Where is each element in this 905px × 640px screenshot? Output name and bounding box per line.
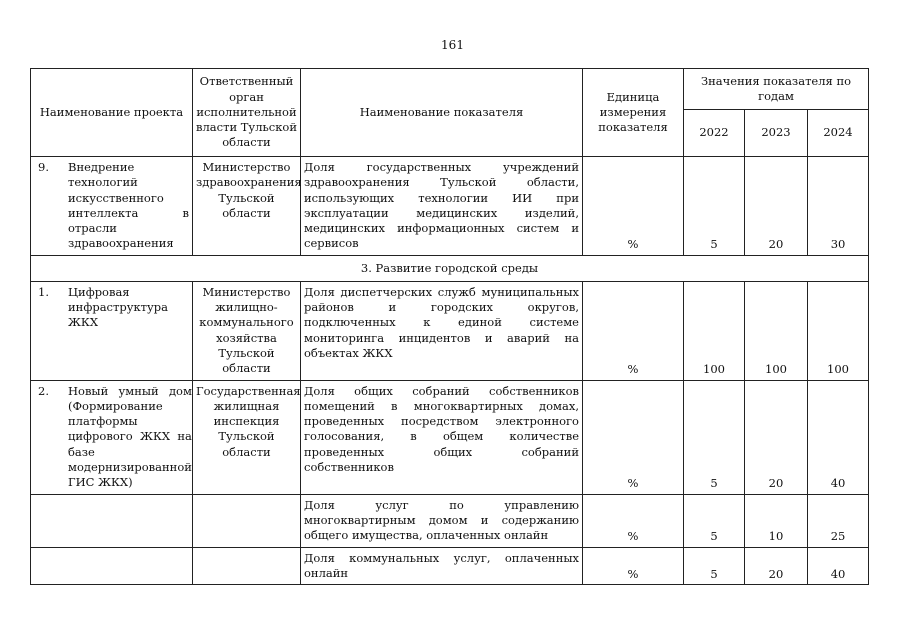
header-project: Наименование проекта	[31, 69, 193, 157]
indicator-cell: Доля диспетчерских служб муниципальных районов и городских округов, подключенных к единой системе мониторинга инцидентов и аварий на объектах ЖКХ	[301, 281, 583, 380]
indicator-cell: Доля общих собраний собственников помещений в многоквартирных домах, проведенных посредством электронного голосования, в общем количестве проведенных общих собраний собственников	[301, 380, 583, 494]
value-2024: 30	[808, 157, 869, 256]
value-2024: 100	[808, 281, 869, 380]
responsible-cell: Министерство здравоохранения Тульской области	[193, 157, 301, 256]
project-cell	[31, 380, 193, 494]
value-2022: 5	[684, 157, 745, 256]
value-2023: 10	[745, 494, 808, 547]
value-2022: 5	[684, 494, 745, 547]
responsible-cell	[193, 494, 301, 547]
unit-cell: %	[583, 281, 684, 380]
table-row	[31, 494, 869, 547]
header-indicator: Наименование показателя	[301, 69, 583, 157]
project-cell	[31, 494, 193, 547]
value-2023: 20	[745, 547, 808, 585]
row-number: 2.	[38, 383, 49, 398]
header-unit: Единица измерения показателя	[583, 69, 684, 157]
table-row	[31, 281, 869, 380]
unit-cell: %	[583, 157, 684, 256]
header-year-2024: 2024	[808, 110, 869, 157]
project-cell	[31, 157, 193, 256]
section-title: 3. Развитие городской среды	[31, 255, 869, 281]
row-number: 9.	[38, 160, 49, 174]
project-cell	[31, 547, 193, 585]
row-number: 1.	[38, 284, 49, 299]
value-2024: 25	[808, 494, 869, 547]
responsible-cell	[193, 547, 301, 585]
unit-cell: %	[583, 547, 684, 585]
value-2022: 5	[684, 547, 745, 585]
table-row	[31, 380, 869, 494]
table-row	[31, 547, 869, 585]
project-cell	[31, 281, 193, 380]
unit-cell: %	[583, 380, 684, 494]
header-row	[31, 69, 869, 110]
header-year-2023: 2023	[745, 110, 808, 157]
value-2023: 100	[745, 281, 808, 380]
project-name: Внедрение технологий искусственного интеллекта в отрасли здравоохранения	[68, 160, 189, 251]
header-year-2022: 2022	[684, 110, 745, 157]
project-name: Цифровая инфраструктура ЖКХ	[68, 284, 169, 330]
section-row	[31, 255, 869, 281]
value-2022: 5	[684, 380, 745, 494]
unit-cell: %	[583, 494, 684, 547]
project-name: Новый умный дом (Формирование платформы цифрового ЖКХ на базе модернизированной ГИС ЖКХ)	[68, 383, 192, 490]
value-2024: 40	[808, 380, 869, 494]
value-2022: 100	[684, 281, 745, 380]
header-values-group: Значения показателя по годам	[684, 69, 869, 110]
indicator-cell: Доля услуг по управлению многоквартирным домом и содержанию общего имущества, оплаченных онлайн	[301, 494, 583, 547]
value-2023: 20	[745, 380, 808, 494]
header-responsible: Ответственный орган исполнительной власти Тульской области	[193, 69, 301, 157]
indicators-table	[30, 68, 869, 585]
responsible-cell: Министерство жилищно-коммунального хозяйства Тульской области	[193, 281, 301, 380]
indicator-cell: Доля государственных учреждений здравоохранения Тульской области, использующих технологии ИИ при эксплуатации медицинских изделий, медицинских информационных систем и сервисов	[301, 157, 583, 256]
page-number: 161	[441, 38, 464, 52]
value-2024: 40	[808, 547, 869, 585]
indicator-cell: Доля коммунальных услуг, оплаченных онлайн	[301, 547, 583, 585]
responsible-cell: Государственная жилищная инспекция Тульской области	[193, 380, 301, 494]
table-row	[31, 157, 869, 256]
value-2023: 20	[745, 157, 808, 256]
